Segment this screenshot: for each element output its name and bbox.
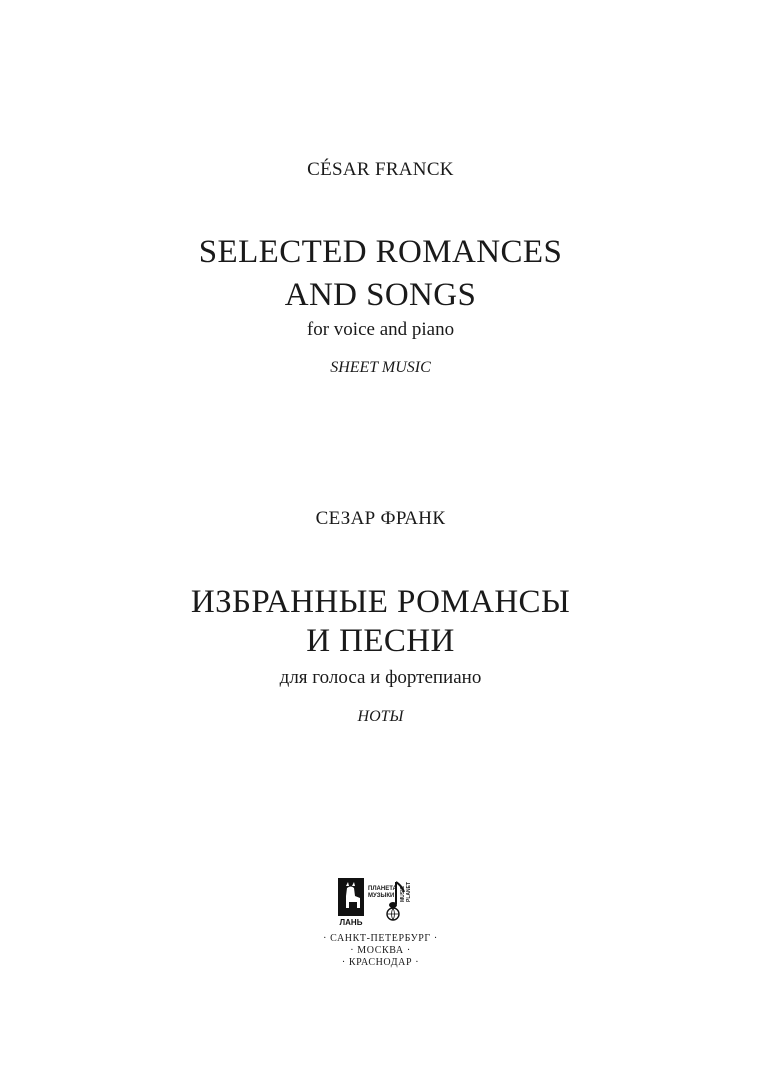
- subtitle-en: for voice and piano: [306, 319, 455, 340]
- lan-deer-logo-icon: [338, 878, 364, 928]
- city-line: · КРАСНОДАР ·: [341, 957, 420, 968]
- lan-logo-text: ЛАНЬ: [339, 918, 363, 927]
- composer-name-en: CÉSAR FRANCK: [307, 159, 454, 180]
- title-en-line1: SELECTED ROMANCES: [198, 234, 563, 270]
- planet-logo-text: ПЛАНЕТА МУЗЫКИ: [368, 886, 397, 899]
- title-ru-line2: И ПЕСНИ: [306, 623, 455, 659]
- title-ru-line1: ИЗБРАННЫЕ РОМАНСЫ: [190, 584, 571, 620]
- composer-name-ru: СЕЗАР ФРАНК: [315, 508, 446, 529]
- genre-en: SHEET MUSIC: [330, 359, 431, 376]
- city-line: · МОСКВА ·: [350, 945, 411, 956]
- publisher-cities: [0, 933, 761, 969]
- city-line: · САНКТ-ПЕТЕРБУРГ ·: [323, 933, 438, 944]
- subtitle-ru: для голоса и фортепиано: [279, 667, 482, 688]
- publisher-logo: [338, 878, 424, 928]
- music-planet-text: MUSIC PLANET: [400, 882, 412, 902]
- genre-ru: НОТЫ: [357, 708, 404, 725]
- title-en-line2: AND SONGS: [284, 277, 477, 313]
